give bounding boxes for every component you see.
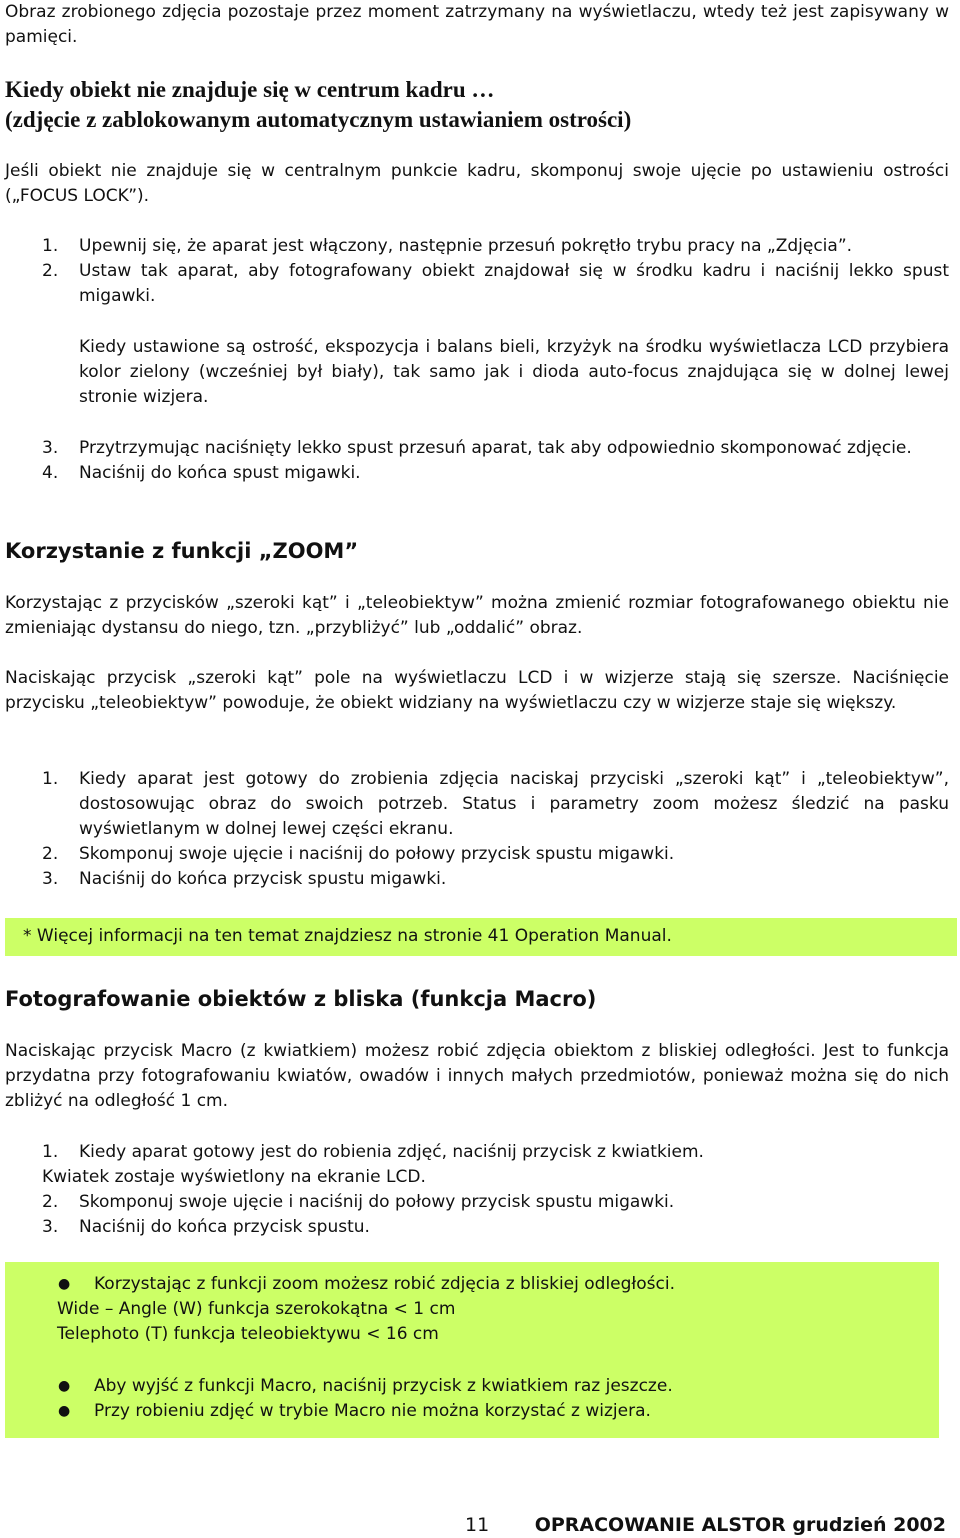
step-continuation: Kwiatek zostaje wyświetlony na ekranie LCD. [42, 1167, 426, 1187]
step-number: 1. [42, 769, 59, 789]
page-number: 11 [465, 1514, 490, 1536]
zoom-note-text: * Więcej informacji na ten temat znajdziesz na stronie 41 Operation Manual. [23, 926, 672, 946]
focus-lock-subheading: (zdjęcie z zablokowanym automatycznym ustawianiem ostrości) [5, 107, 632, 132]
macro-paragraph: Naciskając przycisk Macro (z kwiatkiem) możesz robić zdjęcia obiektom z bliskiej odległości. Jest to funkcja przydatna przy fotografowaniu kwiatów, owadów i innych małych przedmiotów, ponieważ można się do nich zbliżyć na odległość 1 cm. [5, 1041, 949, 1111]
macro-heading: Fotografowanie obiektów z bliska (funkcja Macro) [5, 987, 597, 1011]
footer-credit: OPRACOWANIE ALSTOR grudzień 2002 [534, 1514, 946, 1536]
step-text: Naciśnij do końca spust migawki. [79, 463, 361, 483]
zoom-steps [5, 767, 949, 892]
focus-lock-steps [5, 234, 949, 309]
step-number: 1. [42, 1142, 59, 1162]
step-text: Przytrzymując naciśnięty lekko spust przesuń aparat, tak aby odpowiednio skomponować zdjęcie. [79, 438, 912, 458]
focus-lock-steps-continued [5, 436, 949, 486]
list-item [5, 259, 949, 309]
tip-bullet [5, 1374, 939, 1399]
step-number: 2. [42, 844, 59, 864]
step-text: Ustaw tak aparat, aby fotografowany obiekt znajdował się w środku kadru i naciśnij lekko spust migawki. [79, 261, 949, 306]
tip-bullet [5, 1399, 939, 1424]
bullet-icon: ● [58, 1276, 71, 1292]
step-text: Skomponuj swoje ujęcie i naciśnij do połowy przycisk spustu migawki. [79, 844, 675, 864]
step-number: 1. [42, 236, 59, 256]
zoom-paragraph-1: Korzystając z przycisków „szeroki kąt” i „teleobiektyw” można zmienić rozmiar fotografowanego obiektu nie zmieniając dystansu do niego, tzn. „przybliżyć” lub „oddalić” obraz. [5, 593, 949, 638]
list-item [5, 842, 949, 867]
step-text: Kiedy aparat gotowy jest do robienia zdjęć, naciśnij przycisk z kwiatkiem. [79, 1142, 704, 1162]
list-item [5, 767, 949, 842]
step-text: Skomponuj swoje ujęcie i naciśnij do połowy przycisk spustu migawki. [79, 1192, 675, 1212]
step-number: 3. [42, 869, 59, 889]
step-text: Naciśnij do końca przycisk spustu. [79, 1217, 370, 1237]
list-item [5, 1190, 949, 1215]
tip-bullet [5, 1272, 939, 1297]
tip-text: Korzystając z funkcji zoom możesz robić zdjęcia z bliskiej odległości. [94, 1274, 675, 1294]
list-item [5, 234, 949, 259]
focus-lock-heading: Kiedy obiekt nie znajduje się w centrum kadru … [5, 77, 495, 102]
macro-steps [5, 1140, 949, 1240]
tip-text: Przy robieniu zdjęć w trybie Macro nie można korzystać z wizjera. [94, 1401, 651, 1421]
list-item [5, 436, 949, 461]
step-number: 3. [42, 438, 59, 458]
bullet-icon: ● [58, 1378, 71, 1394]
step-number: 3. [42, 1217, 59, 1237]
list-item [5, 1140, 949, 1165]
step-text: Kiedy aparat jest gotowy do zrobienia zdjęcia naciskaj przyciski „szeroki kąt” i „teleobiektyw”, dostosowując obraz do swoich potrzeb. Status i parametry zoom możesz śledzić na pasku wyświetlanym w dolnej lewej części ekranu. [79, 769, 949, 839]
tip-line-tele: Telephoto (T) funkcja teleobiektywu < 16 cm [57, 1324, 439, 1344]
tip-line-wide: Wide – Angle (W) funkcja szerokokątna < 1 cm [57, 1299, 456, 1319]
step-number: 2. [42, 1192, 59, 1212]
step-text: Upewnij się, że aparat jest włączony, następnie przesuń pokrętło trybu pracy na „Zdjęcia”. [79, 236, 853, 256]
list-item [5, 461, 949, 486]
list-item [5, 1215, 949, 1240]
zoom-note-box [5, 918, 957, 956]
focus-lock-indented-paragraph: Kiedy ustawione są ostrość, ekspozycja i balans bieli, krzyżyk na środku wyświetlacza LCD przybiera kolor zielony (wcześniej był biały), tak samo jak i dioda auto-focus znajdująca się w dolnej lewej stronie wizjera. [79, 337, 949, 407]
step-number: 4. [42, 463, 59, 483]
step-number: 2. [42, 261, 59, 281]
bullet-icon: ● [58, 1403, 71, 1419]
step-text: Naciśnij do końca przycisk spustu migawki. [79, 869, 447, 889]
zoom-heading: Korzystanie z funkcji „ZOOM” [5, 539, 359, 563]
tip-text: Aby wyjść z funkcji Macro, naciśnij przycisk z kwiatkiem raz jeszcze. [94, 1376, 673, 1396]
intro-paragraph: Obraz zrobionego zdjęcia pozostaje przez moment zatrzymany na wyświetlaczu, wtedy też jest zapisywany w pamięci. [5, 2, 949, 47]
list-item [5, 867, 949, 892]
focus-lock-paragraph: Jeśli obiekt nie znajduje się w centralnym punkcie kadru, skomponuj swoje ujęcie po ustawieniu ostrości („FOCUS LOCK”). [5, 161, 949, 206]
macro-tips-box [5, 1262, 939, 1438]
zoom-paragraph-2: Naciskając przycisk „szeroki kąt” pole na wyświetlaczu LCD i w wizjerze stają się szersze. Naciśnięcie przycisku „teleobiektyw” powoduje, że obiekt widziany na wyświetlaczu czy w wizjerze staje się większy. [5, 668, 949, 713]
